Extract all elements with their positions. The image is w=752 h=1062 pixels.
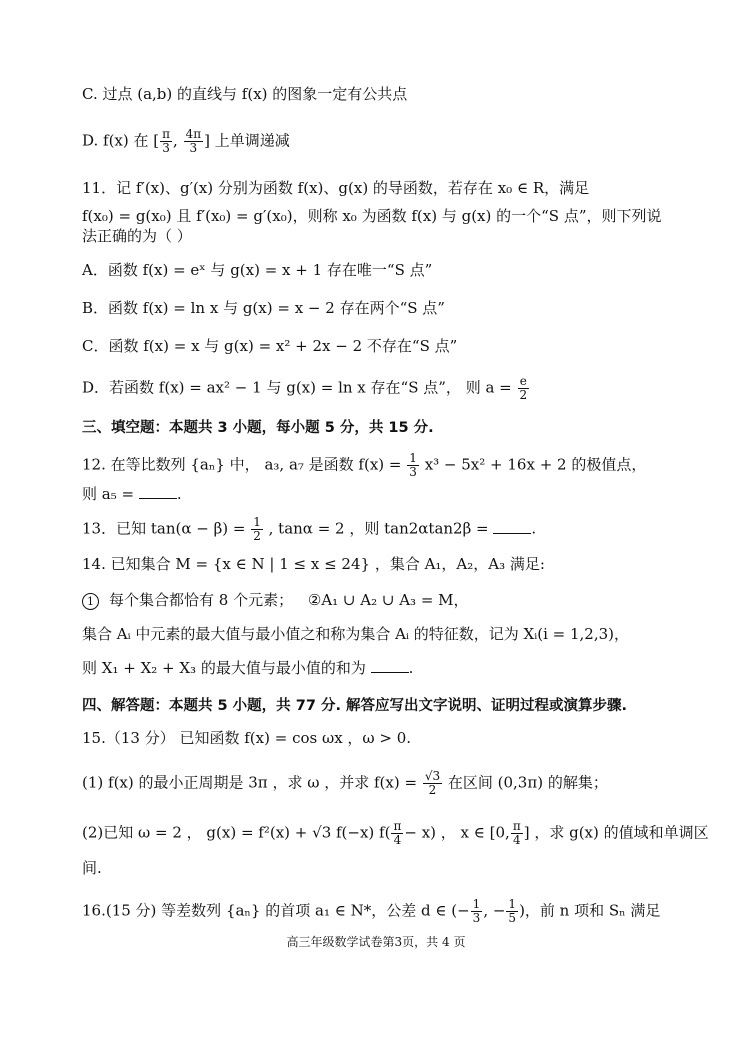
q13-pre: 13．已知 tan(α − β) = (82, 519, 246, 538)
frac-den: 2 (253, 529, 261, 543)
q14-cond-1: 每个集合都恰有 8 个元素； (109, 591, 294, 609)
q12-answer-label: 则 a₅ = (82, 485, 135, 503)
q16-pre: 16.(15 分) 等差数列 {aₙ} 的首项 a₁ ∈ N*，公差 d ∈ (− (82, 901, 470, 920)
frac-num: 1 (472, 897, 481, 911)
q16-mid: , − (483, 901, 506, 920)
q11-stem-2: f(x₀) = g(x₀) 且 f′(x₀) = g′(x₀)，则称 x₀ 为函数 f(x) 与 g(x) 的一个“S 点”，则下列说 (82, 207, 662, 225)
q10-option-d: D. f(x) 在 [ $\frac{\pi}{3}$ , $\frac{4\pi}{3}$ ] 上单调递减 (82, 127, 290, 155)
q15-p1-post: 在区间 (0,3π) 的解集； (447, 773, 608, 792)
q15-p2-pre: (2)已知 ω = 2 ， g(x) = f²(x) + √3 f(−x) f( (82, 823, 391, 842)
q12-line-2: 则 a₅ = . (82, 485, 182, 503)
q12-line-1 (82, 452, 646, 479)
q14-line-3: 集合 Aᵢ 中元素的最大值与最小值之和称为集合 Aᵢ 的特征数，记为 Xᵢ(i = 1,2,3)， (82, 625, 630, 643)
section-4-title: 四、解答题：本题共 5 小题，共 77 分. 解答应写出文字说明、证明过程或演算步骤. (82, 698, 628, 714)
frac-num: 1 (409, 451, 417, 465)
q11-stem-1: 11．记 f′(x)、g′(x) 分别为函数 f(x)、g(x) 的导函数，若存在 x₀ ∈ R，满足 (82, 179, 590, 197)
frac-num: 1 (508, 897, 517, 911)
frac-den: 4 (393, 833, 402, 847)
circled-number-icon: 1 (82, 593, 99, 610)
q12-pre: 12. 在等比数列 {aₙ} 中， a₃, a₇ 是函数 f(x) = (82, 455, 402, 474)
q12-post: x³ − 5x² + 16x + 2 的极值点， (424, 455, 647, 474)
q11-option-b: B．函数 f(x) = ln x 与 g(x) = x − 2 存在两个“S 点” (82, 299, 445, 317)
frac-num: 4π (185, 127, 202, 141)
q10-option-c: C. 过点 (a,b) 的直线与 f(x) 的图象一定有公共点 (82, 85, 408, 103)
frac-num: π (393, 819, 402, 833)
q14-answer-blank[interactable] (371, 658, 409, 673)
frac-den: 3 (409, 465, 417, 479)
frac-den: 3 (162, 141, 170, 155)
q13-post: , tanα = 2 ，则 tan2αtan2β = (268, 519, 489, 538)
q14-line-1: 14. 已知集合 M = {x ∈ N | 1 ≤ x ≤ 24} ，集合 A₁，A₂，A₃ 满足: (82, 555, 545, 573)
frac-den: 4 (512, 833, 521, 847)
q11-option-d (82, 375, 530, 402)
frac-num: √3 (424, 769, 441, 783)
frac-den: 3 (472, 911, 481, 925)
q14-conditions (82, 590, 469, 610)
frac-num: π (512, 819, 521, 833)
frac-num: 1 (253, 515, 261, 529)
q11-d-pre: D．若函数 f(x) = ax² − 1 与 g(x) = ln x 存在“S 点”， 则 a = (82, 378, 512, 397)
q15-p2-mid: − x) ， x ∈ [0, (404, 823, 510, 842)
page-footer: 高三年级数学试卷第3页，共 4 页 (286, 935, 466, 949)
frac-den: 2 (519, 388, 528, 402)
frac-den: 5 (508, 911, 517, 925)
q15-line-1: 15.（13 分） 已知函数 f(x) = cos ωx ，ω > 0. (82, 729, 412, 747)
q13-answer-blank[interactable] (493, 519, 531, 534)
q14-cond-2: ②A₁ ∪ A₂ ∪ A₃ = M， (307, 591, 469, 609)
q15-part-2 (82, 820, 709, 847)
q15-p2-post: ] ，求 g(x) 的值域和单调区 (523, 823, 709, 842)
frac-num: π (162, 127, 171, 141)
q13-line: 13．已知 tan(α − β) = $\frac{1}{2}$ , tanα = 2 ，则 tan2αtan2β = . (82, 515, 537, 543)
q10-d-pre: D. f(x) 在 (82, 131, 149, 150)
q12-answer-blank[interactable] (139, 484, 177, 499)
q10-d-post: 上单调递减 (214, 131, 290, 150)
section-3-title: 三、填空题：本题共 3 小题，每小题 5 分，共 15 分. (82, 420, 434, 436)
q14-line-4: 则 X₁ + X₂ + X₃ 的最大值与最小值的和为 . (82, 659, 414, 677)
q11-stem-3: 法正确的为（ ） (82, 227, 192, 245)
q15-p1-pre: (1) f(x) 的最小正周期是 3π ，求 ω ，并求 f(x) = (82, 773, 418, 792)
q11-option-a: A．函数 f(x) = eˣ 与 g(x) = x + 1 存在唯一“S 点” (82, 261, 433, 279)
q15-part-2-cont: 间. (82, 859, 102, 877)
frac-den: 3 (189, 141, 198, 155)
frac-num: e (519, 374, 527, 388)
q16-line (82, 898, 660, 925)
frac-den: 2 (428, 783, 437, 797)
q14-answer-label: 则 X₁ + X₂ + X₃ 的最大值与最小值的和为 (82, 659, 366, 677)
q11-option-c: C．函数 f(x) = x 与 g(x) = x² + 2x − 2 不存在“S 点” (82, 337, 458, 355)
q16-post: )，前 n 项和 Sₙ 满足 (519, 901, 661, 920)
q15-part-1 (82, 770, 608, 797)
